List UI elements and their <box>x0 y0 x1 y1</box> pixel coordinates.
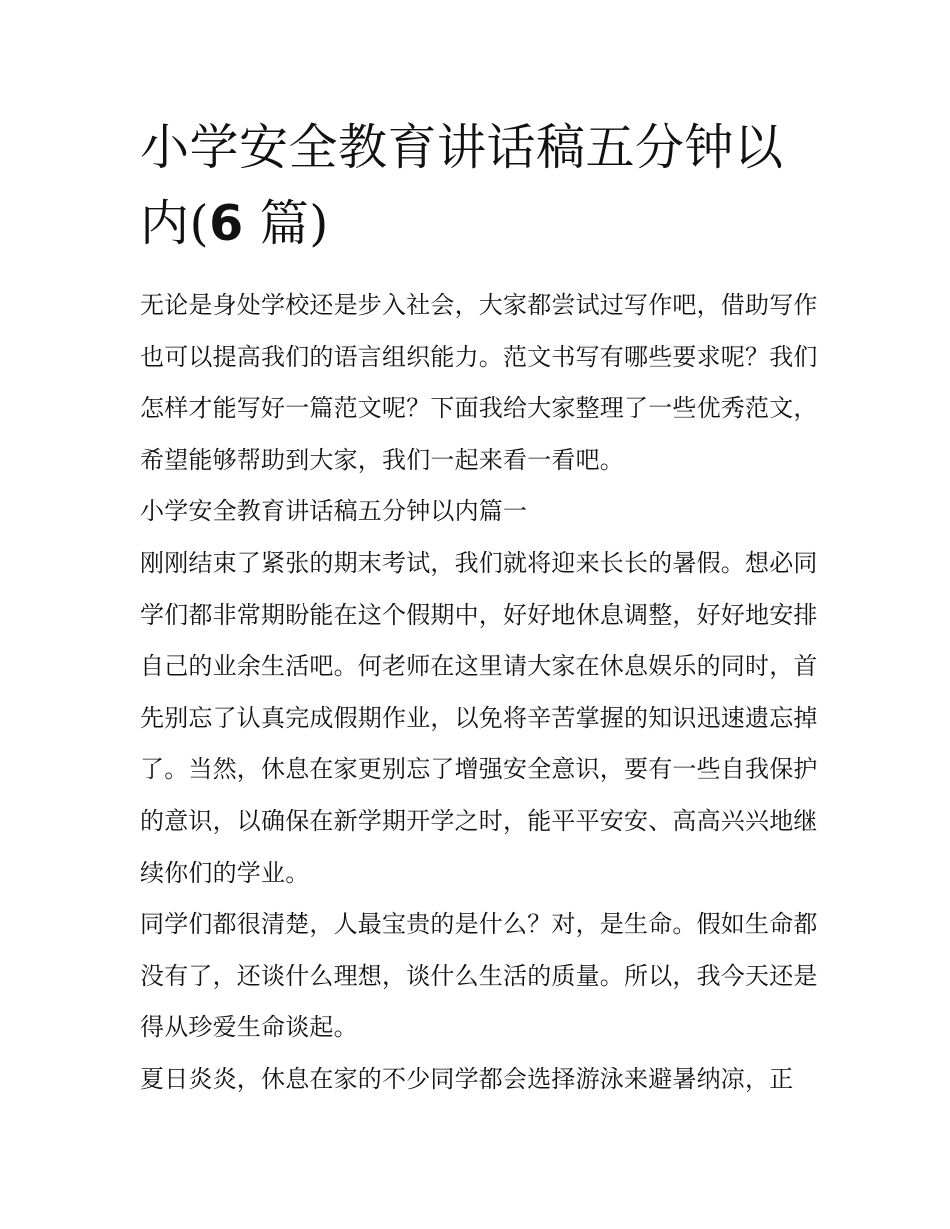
body-paragraph: 夏日炎炎，休息在家的不少同学都会选择游泳来避暑纳凉，正 <box>140 1064 794 1093</box>
title-number: 6 <box>209 195 244 252</box>
section-heading: 小学安全教育讲话稿五分钟以内篇一 <box>140 497 528 526</box>
document-title <box>140 110 820 262</box>
body-paragraph: 同学们都很清楚，人最宝贵的是什么？对，是生命。假如生命都没有了，还谈什么理想，谈什么生活的质量。所以，我今天还是得从珍爱生命谈起。 <box>140 910 818 1042</box>
title-end: 篇) <box>243 195 329 252</box>
intro-paragraph: 无论是身处学校还是步入社会，大家都尝试过写作吧，借助写作也可以提高我们的语言组织能力。范文书写有哪些要求呢？我们怎样才能写好一篇范文呢？下面我给大家整理了一些优秀范文，希望能够帮助到大家，我们一起来看一看吧。 <box>140 291 818 474</box>
document-body <box>140 280 820 1106</box>
title-text: 小学安全教育讲话稿五分钟以内( <box>140 119 784 252</box>
body-paragraph: 刚刚结束了紧张的期末考试，我们就将迎来长长的暑假。想必同学们都非常期盼能在这个假期中，好好地休息调整，好好地安排自己的业余生活吧。何老师在这里请大家在休息娱乐的同时，首先别忘了认真完成假期作业，以免将辛苦掌握的知识迅速遗忘掉了。当然，休息在家更别忘了增强安全意识，要有一些自我保护的意识，以确保在新学期开学之时，能平平安安、高高兴兴地继续你们的学业。 <box>140 548 818 887</box>
